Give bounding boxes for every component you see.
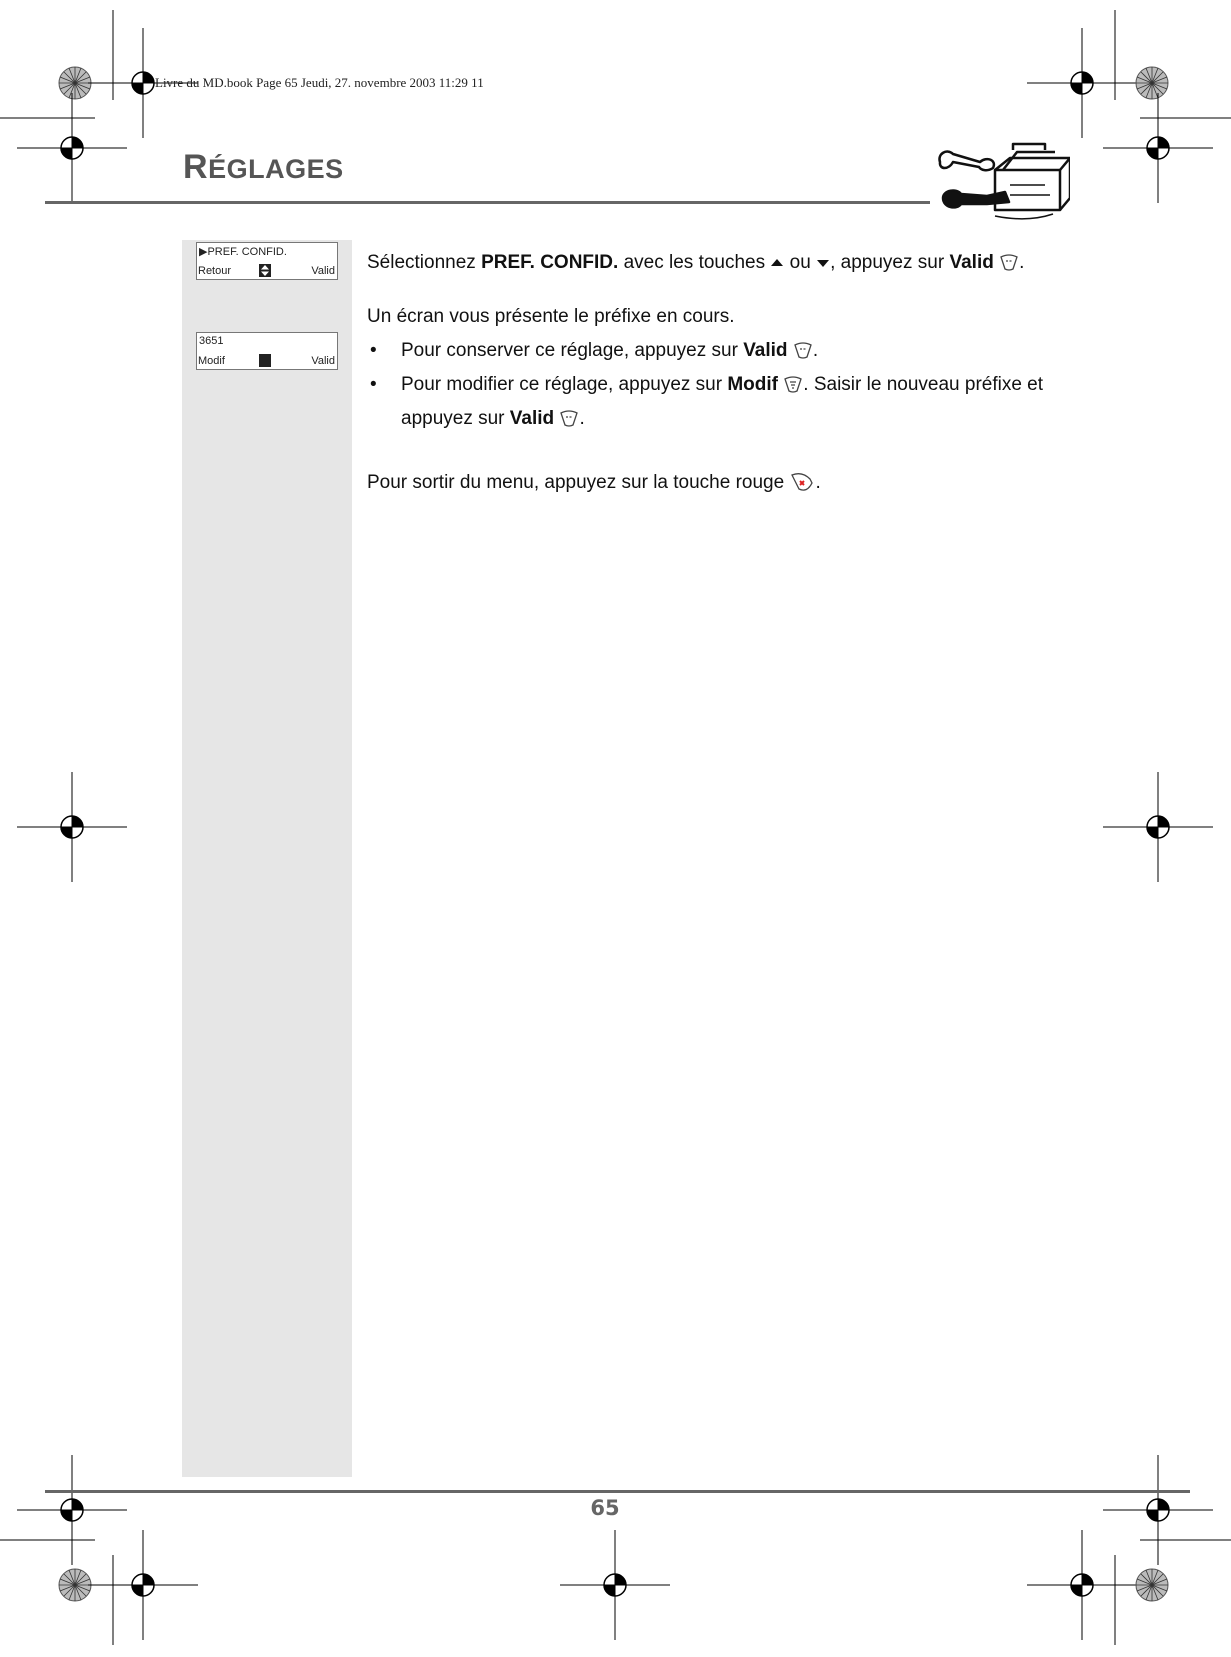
page-title [183,148,344,187]
cursor-block [259,354,271,367]
margin-sidebar [182,240,352,1477]
softkey-left-label: Retour [198,265,232,277]
screen-line: 3651 [199,335,224,347]
handset-screen-pref-confid [196,242,338,280]
screen-line: ▶PREF. CONFID. [199,246,287,258]
right-softkey-icon [999,254,1019,272]
softkey-left-label: Modif [198,355,225,367]
prefix-intro: Un écran vous présente le préfixe en cours. [367,306,735,327]
softkey-right-label: Valid [311,355,335,367]
left-softkey-icon [783,376,803,394]
list-item-keep: • Pour conserver ce réglage, appuyez sur Valid . [370,340,819,361]
arrow-up-icon [770,258,784,268]
right-softkey-icon [793,342,813,360]
up-down-arrows-icon [259,264,271,277]
handset-screen-prefix [196,332,338,370]
softkey-right-label: Valid [311,265,335,277]
right-softkey-icon [559,410,579,428]
page-number: 65 [590,1496,620,1520]
title-initial: R [183,148,209,186]
header-rule [45,201,930,204]
instructions [367,246,1062,500]
footer-rule [45,1490,1190,1493]
red-hangup-key-icon [789,471,815,495]
title-rest: ÉGLAGES [208,154,344,184]
toolbox-icon [935,140,1070,222]
list-item-modify: • Pour modifier ce réglage, appuyez sur Modif . Saisir le nouveau préfixe et appuyez sur Valid . [370,374,1044,429]
print-slug: Livre du MD.book Page 65 Jeudi, 27. novembre 2003 11:29 11 [155,75,484,90]
step-select: Sélectionnez PREF. CONFID. avec les touches ou , appuyez sur Valid . [367,252,1025,273]
exit-instruction: Pour sortir du menu, appuyez sur la touche rouge . [367,472,821,493]
arrow-down-icon [816,258,830,268]
